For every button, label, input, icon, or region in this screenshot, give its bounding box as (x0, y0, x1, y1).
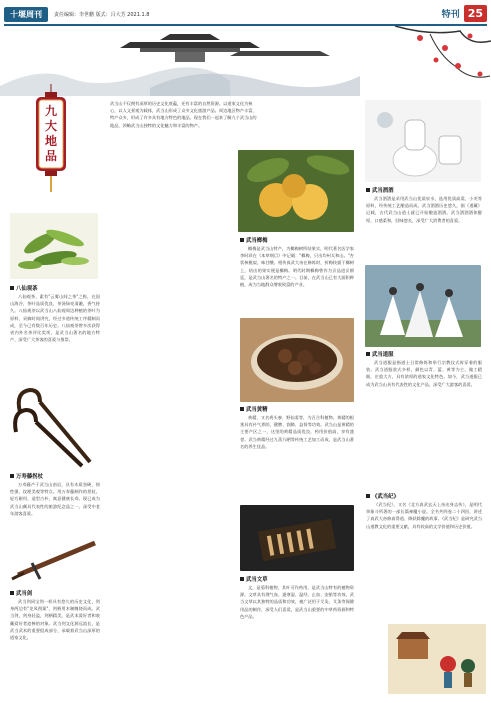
sword-body: 武当剑同宝剑一样具有悠久的历史文化，剑身两边有"龙凤图案"，剑柄用木制缠绕而成。武当剑，剑身轻盈，剑柄精美，是武术爱好者和收藏爱好者追捧的对象。武当剑文化源远流长，是武当武术的重要组成部分，承载着武当山深厚的道家文化。 (10, 599, 100, 641)
plum-title (240, 236, 268, 244)
cane-title (10, 472, 43, 480)
tea-title-text: 八仙观茶 (16, 286, 38, 292)
intro-paragraph: 武当山不仅拥有深厚的历史文化底蕴，还有丰富的自然资源。以道家文化为核心，以人文景观为载体，武当山形成了众多文化旅游产品。周边地区物产丰富，特产众多，形成了许多具有地方特色的地品。现在我们一起来了解九个武当山的地品，领略武当山独特的文化魅力和丰富的物产。 (110, 101, 257, 128)
section-title: 特刊 (441, 10, 460, 20)
tea-title (10, 284, 38, 292)
cane-title-text: 万寿藤拐杖 (16, 474, 43, 480)
robe-title-text: 武当道服 (372, 352, 394, 358)
sword-title (10, 589, 32, 597)
wudangji-body: 《武当纪》，又名《北方真武玄天上帝出身志传》，是明代余象斗所著的一部长篇神魔小说。全书共四卷二十四回，讲述了真武大帝修真得道、降妖除魔的故事。《武当纪》是研究武当山道教文化的重要文献，具有较高的文学价值和历史价值。 (366, 502, 482, 529)
liquor-title (366, 186, 394, 194)
editor-credit: 责任编辑：李世鹏 版式：吕大芳 2021.1.8 (54, 11, 150, 18)
bullet-square-icon (240, 238, 244, 242)
plum-title-text: 武当榔梅 (246, 238, 268, 244)
liquor-photo (365, 100, 481, 182)
plum-fruit-photo (238, 150, 354, 232)
robe-title (366, 350, 394, 358)
liquor-title-text: 武当酒酒 (372, 188, 394, 194)
sword-title-text: 武当剑 (16, 591, 33, 597)
huangjing-body: 黄精，又名鸡头参、野仙姜等，为百合科植物。黄精的根茎具有补气养阴、健脾、润肺、益肾等功效。武当山是黄精的主要产区之一，这里的黄精品质优良，药用价值高，享有盛誉。武当黄精经过九蒸九晒等传统工艺加工而成，是武当山著名的养生佳品。 (240, 415, 354, 449)
wudangji-title (366, 492, 399, 500)
page-number: 25 (464, 5, 487, 22)
bullet-square-icon (10, 591, 14, 595)
bullet-square-icon (240, 407, 244, 411)
newspaper-tag: 十堰周刊 (4, 7, 48, 22)
liquor-body: 武当酒酒是采用武当山优质泉水，选用优质高粱、小麦等原料，经传统工艺酿造而成。武当酒酒历史悠久，据《道藏》记载，古代武当山道士就已开始酿造酒酒。武当酒酒酒体醇厚，口感柔和，回味悠长，深受广大消费者的喜爱。 (366, 196, 482, 223)
robe-body: 武当道服是指道士日常修炼和举行宗教仪式时穿着的服装。武当道服款式多样，颜色以青、蓝、黄等为主，做工精细，庄重大方，具有浓厚的道家文化特色。如今，武当道服已成为武当山具有代表性的文化产品，深受广大游客的喜爱。 (366, 360, 482, 387)
bullet-square-icon (10, 286, 14, 290)
bullet-square-icon (366, 188, 370, 192)
bullet-square-icon (366, 352, 370, 356)
ink-banner-illustration (0, 26, 491, 96)
plum-body: 榔梅是武当山特产，为榔梅树所结果实，明代著名医学家李时珍在《本草纲目》中记载："榔梅，只出均州太和山。"杏状核桃似，味甘酸。相传真武大帝在修炼时，折梅枝插于榔树上，结出的果实便是榔梅。明代时期榔梅曾作为贡品进贡朝廷，是武当山著名的特产之一。目前，在武当山已有大面积种植，成为当地群众增收致富的产业。 (240, 246, 354, 288)
cane-body: 万寿藤产于武当山南岩，具有木质坚硬、韧性强、纹理美观等特点。用万寿藤制作的拐杖，轻巧耐用、造型古朴，寓意健康长寿。现已成为武当山颇具代表性的旅游纪念品之一，深受中老年游客喜爱。 (10, 482, 100, 516)
huangjing-photo (240, 318, 354, 402)
cane-photo (10, 382, 98, 468)
wudangji-title-text: 《武当纪》 (372, 494, 399, 500)
bullet-square-icon (240, 577, 244, 581)
huangjing-title (240, 405, 268, 413)
header-right (442, 5, 487, 22)
tea-body: 八仙观茶，素有"云雾山间之茶"之称，在国山海谷，茶叶品质优良，茶汤绿亮清澈，香气持久。八仙观茶以武当山八仙观周边种植的茶叶为原料，采摘时间讲究，经过多道传统工序精制而成，至今已有数百年历史。八仙观茶曾多次获得省内外名茶评比奖项，是武当山著名的地方特产，深受广大茶客的喜爱与推崇。 (10, 294, 100, 343)
painting-illustration (388, 624, 486, 694)
huangjing-title-text: 武当黄精 (246, 407, 268, 413)
bullet-square-icon (10, 474, 14, 478)
lantern-title: 九大地品 (44, 104, 57, 163)
header-left (4, 6, 149, 22)
moxa-photo (240, 505, 354, 571)
tea-leaves-photo (10, 213, 98, 279)
moxa-title-text: 武当文草 (246, 577, 268, 583)
taoist-robe-photo (365, 265, 481, 347)
moxa-body: 文，是菊科植物，其叶可作药用，是武当山特有的植物资源。文草具有理气血、逐寒湿、温经、止血、安胎等功效。武当文草以其独特的品质和功效，被广泛用于艾灸、艾条等保健用品的制作，深受人们喜爱，是武当山重要的中草药资源和特色产品。 (240, 585, 354, 619)
sword-photo (10, 535, 100, 585)
bullet-square-icon (366, 494, 370, 498)
moxa-title (240, 575, 268, 583)
